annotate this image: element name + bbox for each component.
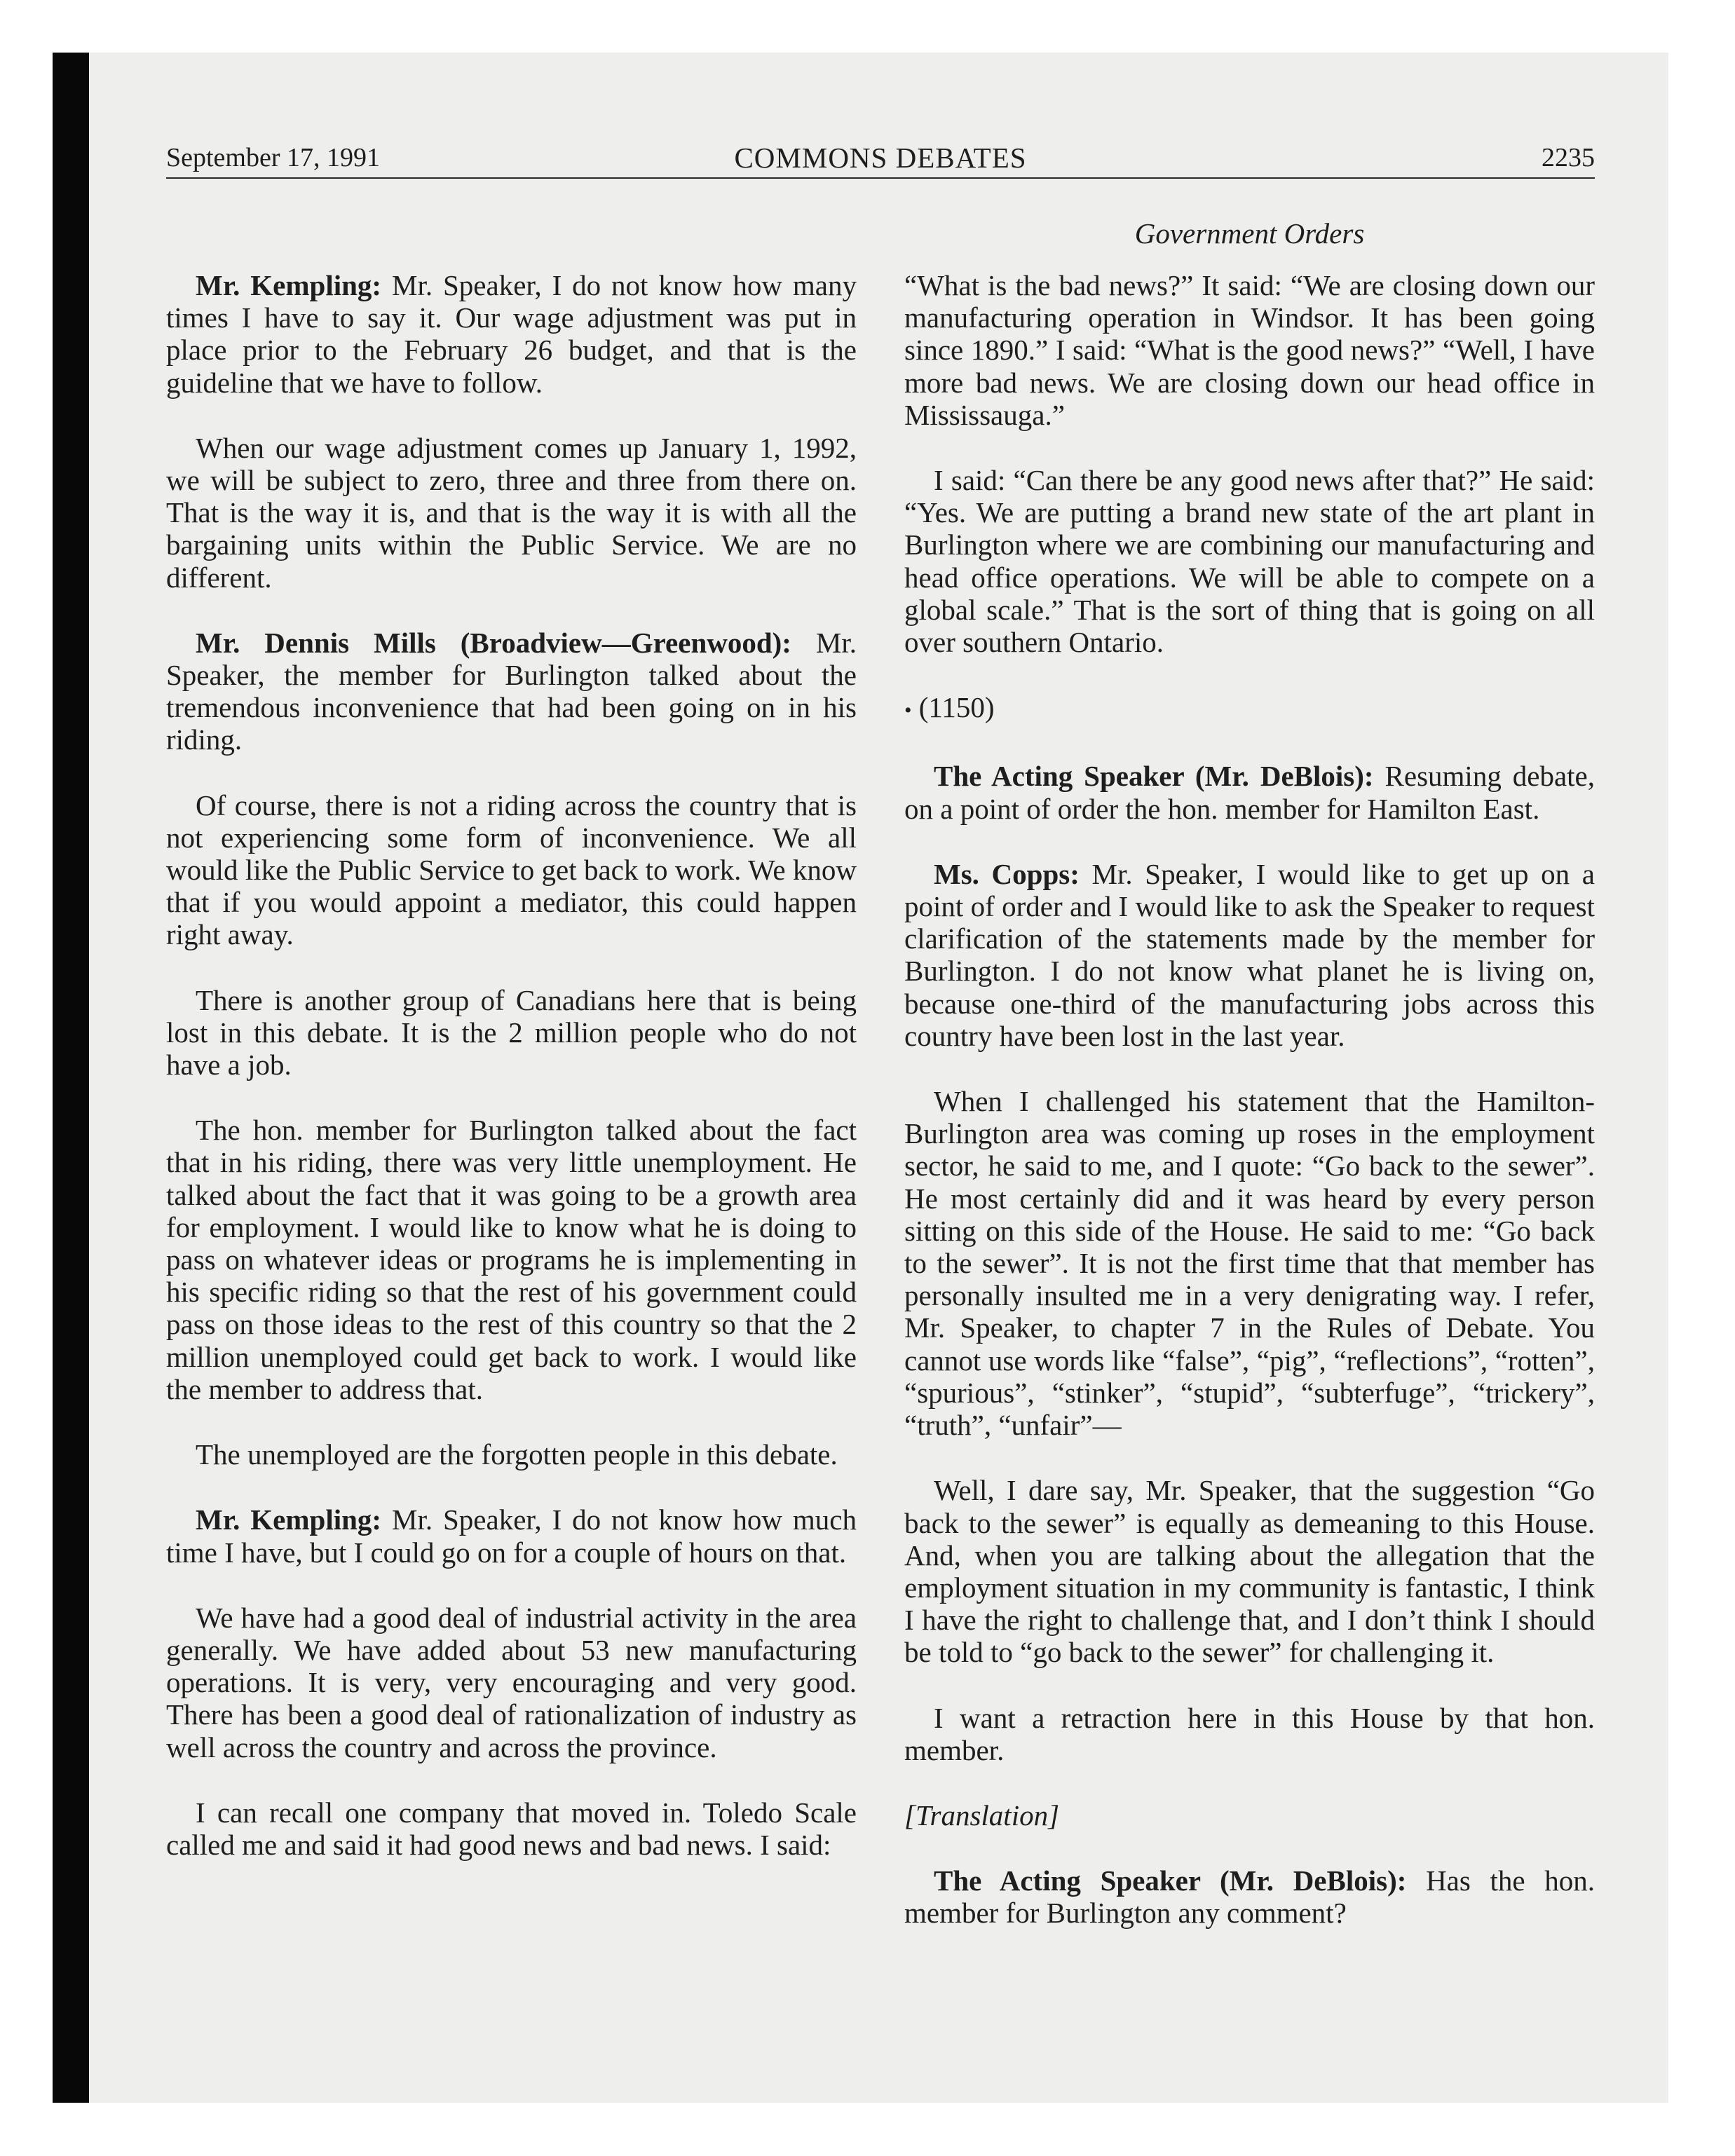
paragraph (166, 1796, 857, 1861)
header-rule (166, 177, 1595, 179)
translation-tag: [Translation] (904, 1799, 1060, 1831)
bullet-icon: • (904, 699, 912, 723)
speaker-name: Mr. Kempling: (196, 1503, 382, 1536)
paragraph-text: There is another group of Canadians here that is being lost in this debate. It is the 2 million people who do not have a job. (166, 983, 857, 1082)
paragraph-text: I can recall one company that moved in. Toledo Scale called me and said it had good news and bad news. I said: (166, 1796, 857, 1861)
page-number: 2235 (1542, 143, 1595, 172)
right-column (904, 269, 1595, 1963)
paragraph (904, 1474, 1595, 1668)
paragraph-text: We have had a good deal of industrial activity in the area generally. We have added about 53 new manufacturing operations. It is very, very encouraging and very good. There has been a good deal of rationalization of industry as well across the country and across the province. (166, 1601, 857, 1763)
paragraph (904, 760, 1595, 824)
paragraph (166, 627, 857, 756)
paragraph (166, 789, 857, 951)
paragraph (166, 1114, 857, 1405)
paragraph (166, 1438, 857, 1471)
binding-edge (53, 53, 89, 2103)
paragraph-text: I said: “Can there be any good news after that?” He said: “Yes. We are putting a brand new state of the art plant in Burlington where we are combining our manufacturing and head office operations. We will be able to compete on a global scale.” That is the sort of thing that is going on all over southern Ontario. (904, 464, 1595, 659)
paragraph (904, 1085, 1595, 1441)
paragraph-text: Well, I dare say, Mr. Speaker, that the suggestion “Go back to the sewer” is equally as demeaning to this House. And, when you are talking about the allegation that the employment situation in my community is fantastic, I think I have the right to challenge that, and I don’t think I should be told to “go back to the sewer” for challenging it. (904, 1474, 1595, 1669)
paragraph-text: The unemployed are the forgotten people in this debate. (196, 1438, 838, 1471)
paragraph-text: (1150) (918, 691, 995, 724)
paragraph (904, 858, 1595, 1052)
paragraph-text: When our wage adjustment comes up January 1, 1992, we will be subject to zero, three and three from there on. That is the way it is, and that is the way it is with all the bargaining units within the Public Service. We are no different. (166, 431, 857, 594)
paragraph-text: The hon. member for Burlington talked about the fact that in his riding, there was very little unemployment. He talked about the fact that it was going to be a growth area for employment. I would like to know what he is doing to pass on whatever ideas or programs he is implementing in his specific riding so that the rest of his government could pass on those ideas to the rest of this country so that the 2 million unemployed could get back to work. I would like the member to address that. (166, 1114, 857, 1405)
paragraph (166, 269, 857, 399)
header-title: COMMONS DEBATES (734, 142, 1027, 174)
speaker-name: Mr. Kempling: (196, 269, 382, 301)
paragraph (166, 984, 857, 1082)
paragraph (904, 464, 1595, 658)
paragraph-text: Mr. Speaker, I do not know how many times I have to say it. Our wage adjustment was put in place prior to the February 26 budget, and that is the guideline that we have to follow. (166, 269, 857, 399)
speaker-name: The Acting Speaker (Mr. DeBlois): (934, 760, 1374, 793)
paragraph (904, 1864, 1595, 1929)
paragraph-text: When I challenged his statement that the Hamilton-Burlington area was coming up roses in the employment sector, he said to me, and I quote: “Go back to the sewer”. He most certainly did and it was heard by every person sitting on this side of the House. He said to me: “Go back to the sewer”. It is not the first time that that member has personally insulted me in a very denigrating way. I refer, Mr. Speaker, to chapter 7 in the Rules of Debate. You cannot use words like “false”, “pig”, “reflections”, “rotten”, “spurious”, “stinker”, “stupid”, “subterfuge”, “trickery”, “truth”, “unfair”— (904, 1085, 1595, 1442)
paragraph (166, 1602, 857, 1763)
running-head (166, 140, 1595, 175)
paragraph-text: Of course, there is not a riding across the country that is not experiencing some form of inconvenience. We all would like the Public Service to get back to work. We know that if you would appoint a mediator, this could happen right away. (166, 789, 857, 951)
paragraph-text: Mr. Speaker, I do not know how much time I have, but I could go on for a couple of hours on that. (166, 1503, 857, 1569)
paragraph-text: Has the hon. member for Burlington any comment? (904, 1864, 1595, 1930)
paragraph-text: I want a retraction here in this House by that hon. member. (904, 1701, 1595, 1766)
header-date: September 17, 1991 (166, 143, 381, 172)
paragraph-text: “What is the bad news?” It said: “We are closing down our manufacturing operation in Windsor. It has been going since 1890.” I said: “What is the good news?” “Well, I have more bad news. We are closing down our head office in Mississauga.” (904, 269, 1595, 431)
paragraph-text: Mr. Speaker, I would like to get up on a point of order and I would like to ask the Speaker to request clarification of the statements made by the member for Burlington. I do not know what planet he is living on, because one-third of the manufacturing jobs across this country have been lost in the last year. (904, 857, 1595, 1052)
speaker-name: Mr. Dennis Mills (Broadview—Greenwood): (196, 626, 791, 659)
paragraph (904, 1799, 1595, 1831)
paragraph (904, 691, 1595, 727)
paragraph (166, 432, 857, 594)
section-title: Government Orders (1134, 217, 1365, 250)
paragraph-text: Mr. Speaker, the member for Burlington talked about the tremendous inconvenience that had been going on in his riding. (166, 626, 857, 756)
speaker-name: Ms. Copps: (934, 857, 1080, 890)
paragraph (904, 1702, 1595, 1766)
paragraph-text: Resuming debate, on a point of order the hon. member for Hamilton East. (904, 760, 1595, 825)
speaker-name: The Acting Speaker (Mr. DeBlois): (934, 1864, 1407, 1897)
paragraph (166, 1503, 857, 1568)
paragraph (904, 269, 1595, 431)
left-column (166, 269, 857, 1894)
